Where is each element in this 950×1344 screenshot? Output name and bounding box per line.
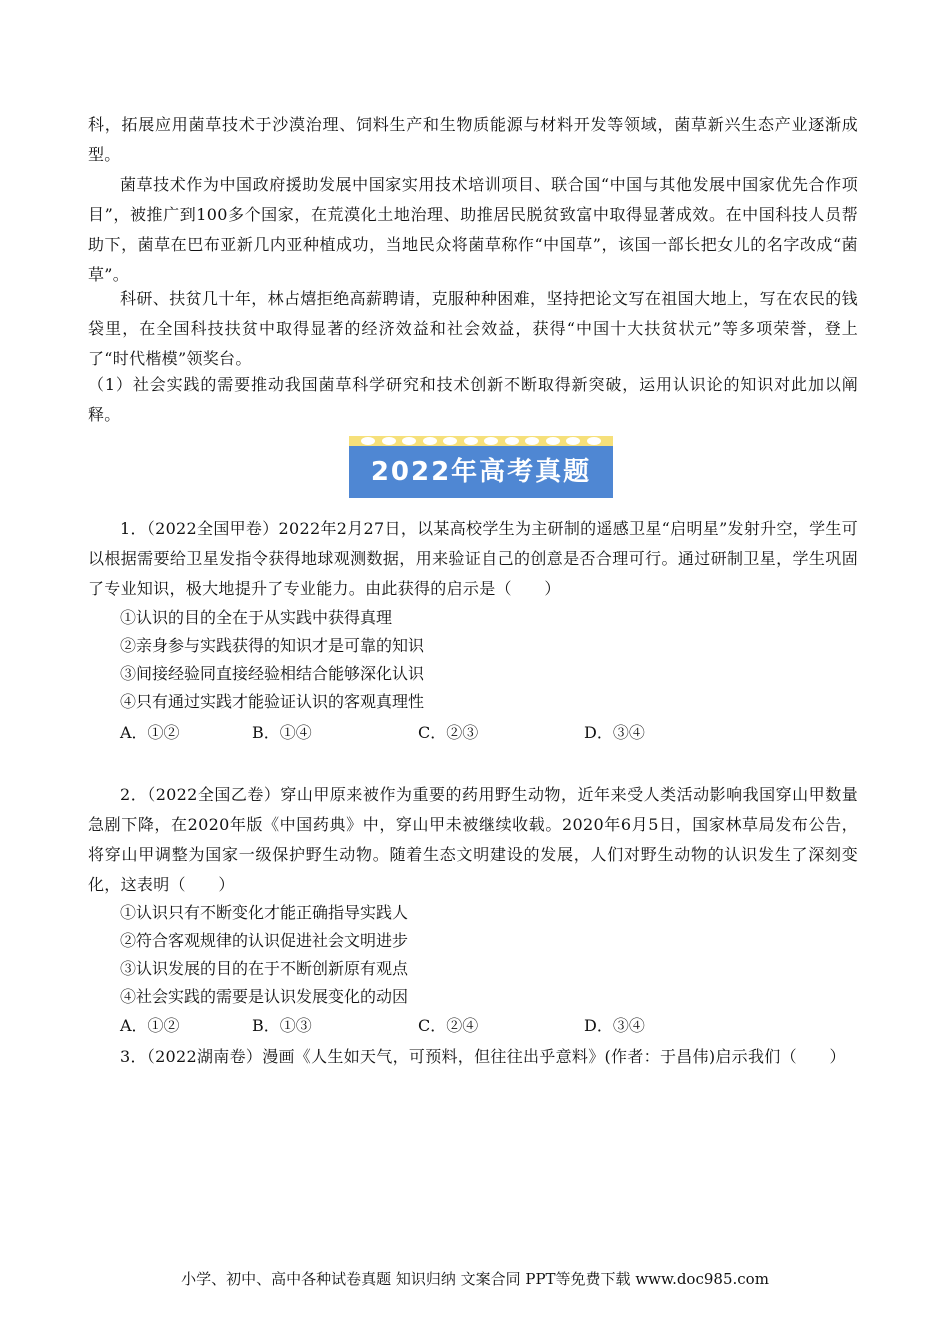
q1-stem: 1．（2022全国甲卷）2022年2月27日，以某高校学生为主研制的遥感卫星“启明星”发射升空，学生可以根据需要给卫星发指令获得地球观测数据，用来验证自己的创意是否合理可行。通过研制卫星，学生巩固了专业知识，极大地提升了专业能力。由此获得的启示是（ ） [88,519,858,598]
q2-option-a: A．①② [120,1016,180,1035]
q2-option-b: B．①③ [252,1016,312,1035]
q2-item-1: ①认识只有不断变化才能正确指导实践人 [120,903,409,922]
q3-stem: 3．（2022湖南卷）漫画《人生如天气，可预料，但往往出乎意料》(作者：于昌伟)启示我们（ ） [120,1047,846,1066]
q2-item-3: ③认识发展的目的在于不断创新原有观点 [120,959,409,978]
q2-option-c: C．②④ [418,1016,479,1035]
q1-option-a: A．①② [120,723,180,742]
banner-title: 2022年高考真题 [370,457,592,487]
page-footer: 小学、初中、高中各种试卷真题 知识归纳 文案合同 PPT等免费下载 www.doc985.com [181,1270,769,1288]
q1-item-2: ②亲身参与实践获得的知识才是可靠的知识 [120,636,425,655]
q1-item-4: ④只有通过实践才能验证认识的客观真理性 [120,692,425,711]
banner-dots [361,437,601,445]
q1-option-b: B．①④ [252,723,312,742]
q2-option-d: D．③④ [584,1016,645,1035]
q2-item-2: ②符合客观规律的认识促进社会文明进步 [120,931,409,950]
q1-item-1: ①认识的目的全在于从实践中获得真理 [120,608,393,627]
q1-options [120,719,740,747]
intro-paragraph-2: 菌草技术作为中国政府援助发展中国家实用技术培训项目、联合国“中国与其他发展中国家优先合作项目”，被推广到100多个国家，在荒漠化土地治理、助推居民脱贫致富中取得显著成效。在中国科技人员帮助下，菌草在巴布亚新几内亚种植成功，当地民众将菌草称作“中国草”，该国一部长把女儿的名字改成“菌草”。 [88,175,858,284]
q2-options [120,1012,740,1040]
q1-option-c: C．②③ [418,723,479,742]
intro-paragraph-1: 科，拓展应用菌草技术于沙漠治理、饲料生产和生物质能源与材料开发等领域，菌草新兴生态产业逐渐成型。 [88,115,858,164]
section-banner [349,436,613,498]
q2-item-4: ④社会实践的需要是认识发展变化的动因 [120,987,409,1006]
q2-stem: 2．（2022全国乙卷）穿山甲原来被作为重要的药用野生动物，近年来受人类活动影响我国穿山甲数量急剧下降，在2020年版《中国药典》中，穿山甲未被继续收载。2020年6月5日，国家林草局发布公告，将穿山甲调整为国家一级保护野生动物。随着生态文明建设的发展，人们对野生动物的认识发生了深刻变化，这表明（ ） [88,785,858,894]
intro-paragraph-3: 科研、扶贫几十年，林占熺拒绝高薪聘请，克服种种困难，坚持把论文写在祖国大地上，写在农民的钱袋里，在全国科技扶贫中取得显著的经济效益和社会效益，获得“中国十大扶贫状元”等多项荣誉，登上了“时代楷模”领奖台。 [88,289,858,368]
intro-question: （1）社会实践的需要推动我国菌草科学研究和技术创新不断取得新突破，运用认识论的知识对此加以阐释。 [88,375,858,424]
q1-item-3: ③间接经验同直接经验相结合能够深化认识 [120,664,425,683]
q1-option-d: D．③④ [584,723,645,742]
